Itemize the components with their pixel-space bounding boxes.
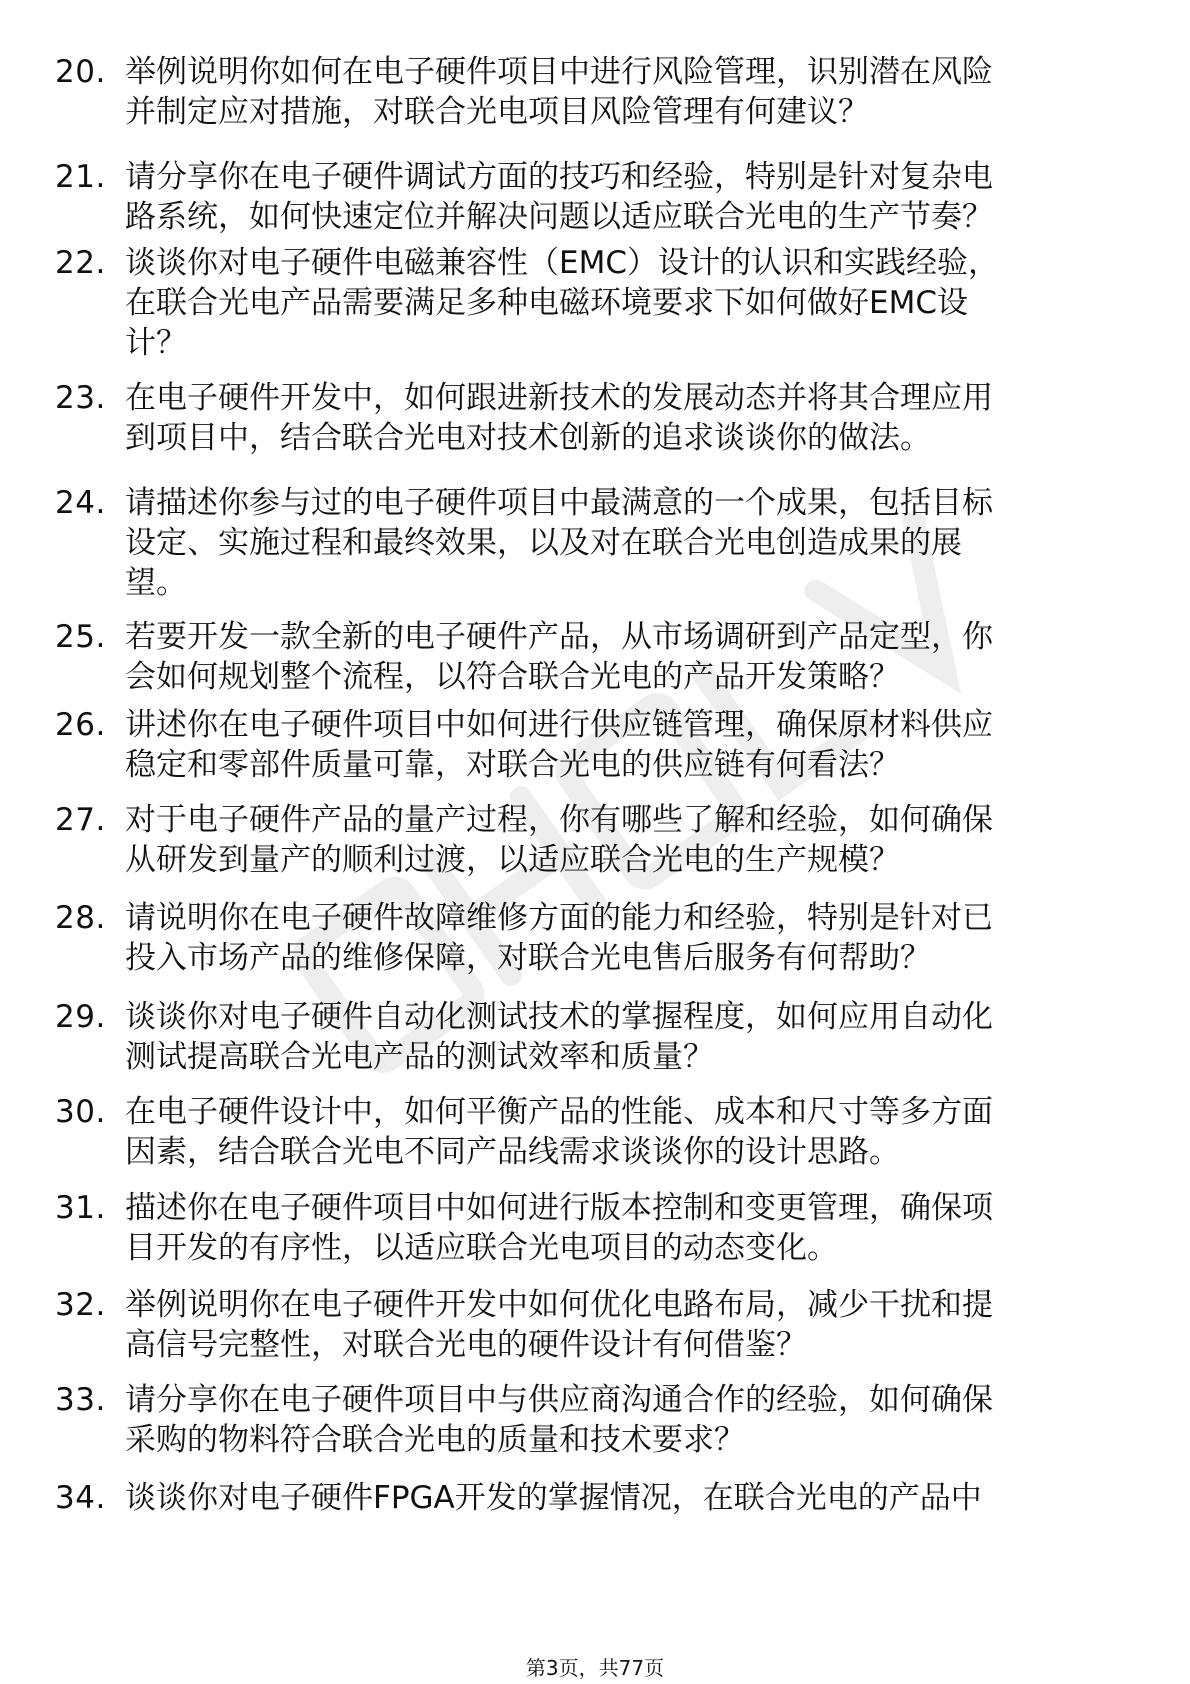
question-text-line: 描述你在电子硬件项目中如何进行版本控制和变更管理，确保项 [125,1190,993,1226]
question-text-line: 举例说明你在电子硬件开发中如何优化电路布局，减少干扰和提 [125,1287,993,1323]
question-number: 24. [55,485,106,521]
question-text-line: 谈谈你对电子硬件自动化测试技术的掌握程度，如何应用自动化 [125,999,993,1035]
question-text-line: 测试提高联合光电产品的测试效率和质量？ [125,1039,714,1075]
question-text-line: 设定、实施过程和最终效果，以及对在联合光电创造成果的展 [125,525,962,561]
question-text-line: 请分享你在电子硬件项目中与供应商沟通合作的经验，如何确保 [125,1382,993,1418]
page-number-label: 第3页，共77页 [525,1656,665,1680]
question-text-line: 在联合光电产品需要满足多种电磁环境要求下如何做好EMC设 [125,285,968,321]
question-text-line: 并制定应对措施，对联合光电项目风险管理有何建议？ [125,94,869,130]
question-text-line: 在电子硬件开发中，如何跟进新技术的发展动态并将其合理应用 [125,380,993,416]
question-number: 25. [55,619,106,655]
question-text-line: 讲述你在电子硬件项目中如何进行供应链管理，确保原材料供应 [125,707,993,743]
question-number: 22. [55,245,106,281]
question-text-line: 路系统，如何快速定位并解决问题以适应联合光电的生产节奏？ [125,199,993,235]
question-number: 33. [55,1382,106,1418]
question-text-line: 请说明你在电子硬件故障维修方面的能力和经验，特别是针对已 [125,900,993,936]
question-number: 21. [55,159,106,195]
question-text-line: 目开发的有序性，以适应联合光电项目的动态变化。 [125,1230,838,1266]
question-number: 32. [55,1287,106,1323]
question-number: 30. [55,1094,106,1130]
question-text-line: 请分享你在电子硬件调试方面的技巧和经验，特别是针对复杂电 [125,159,993,195]
question-text-line: 望。 [125,565,187,601]
question-number: 29. [55,999,106,1035]
question-text-line: 在电子硬件设计中，如何平衡产品的性能、成本和尺寸等多方面 [125,1094,993,1130]
question-text-line: 从研发到量产的顺利过渡，以适应联合光电的生产规模？ [125,842,900,878]
question-text-line: 到项目中，结合联合光电对技术创新的追求谈谈你的做法。 [125,420,931,456]
question-number: 28. [55,900,106,936]
question-text-line: 谈谈你对电子硬件FPGA开发的掌握情况，在联合光电的产品中 [125,1480,982,1516]
question-text-line: 会如何规划整个流程，以符合联合光电的产品开发策略？ [125,659,900,695]
question-text-line: 谈谈你对电子硬件电磁兼容性（EMC）设计的认识和实践经验， [125,245,999,281]
question-number: 34. [55,1480,106,1516]
question-text-line: 高信号完整性，对联合光电的硬件设计有何借鉴？ [125,1327,807,1363]
question-text-line: 若要开发一款全新的电子硬件产品，从市场调研到产品定型，你 [125,619,993,655]
question-text-line: 请描述你参与过的电子硬件项目中最满意的一个成果，包括目标 [125,485,993,521]
question-number: 20. [55,54,106,90]
question-text-line: 对于电子硬件产品的量产过程，你有哪些了解和经验，如何确保 [125,802,993,838]
question-text-line: 计？ [125,325,187,361]
question-number: 26. [55,707,106,743]
question-text-line: 举例说明你如何在电子硬件项目中进行风险管理，识别潜在风险 [125,54,993,90]
page-footer [0,1656,1190,1680]
question-text-line: 采购的物料符合联合光电的质量和技术要求？ [125,1422,745,1458]
question-text-line: 因素，结合联合光电不同产品线需求谈谈你的设计思路。 [125,1134,900,1170]
question-text-line: 稳定和零部件质量可靠，对联合光电的供应链有何看法？ [125,747,900,783]
question-text-line: 投入市场产品的维修保障，对联合光电售后服务有何帮助？ [125,940,931,976]
question-number: 31. [55,1190,106,1226]
question-number: 27. [55,802,106,838]
question-number: 23. [55,380,106,416]
